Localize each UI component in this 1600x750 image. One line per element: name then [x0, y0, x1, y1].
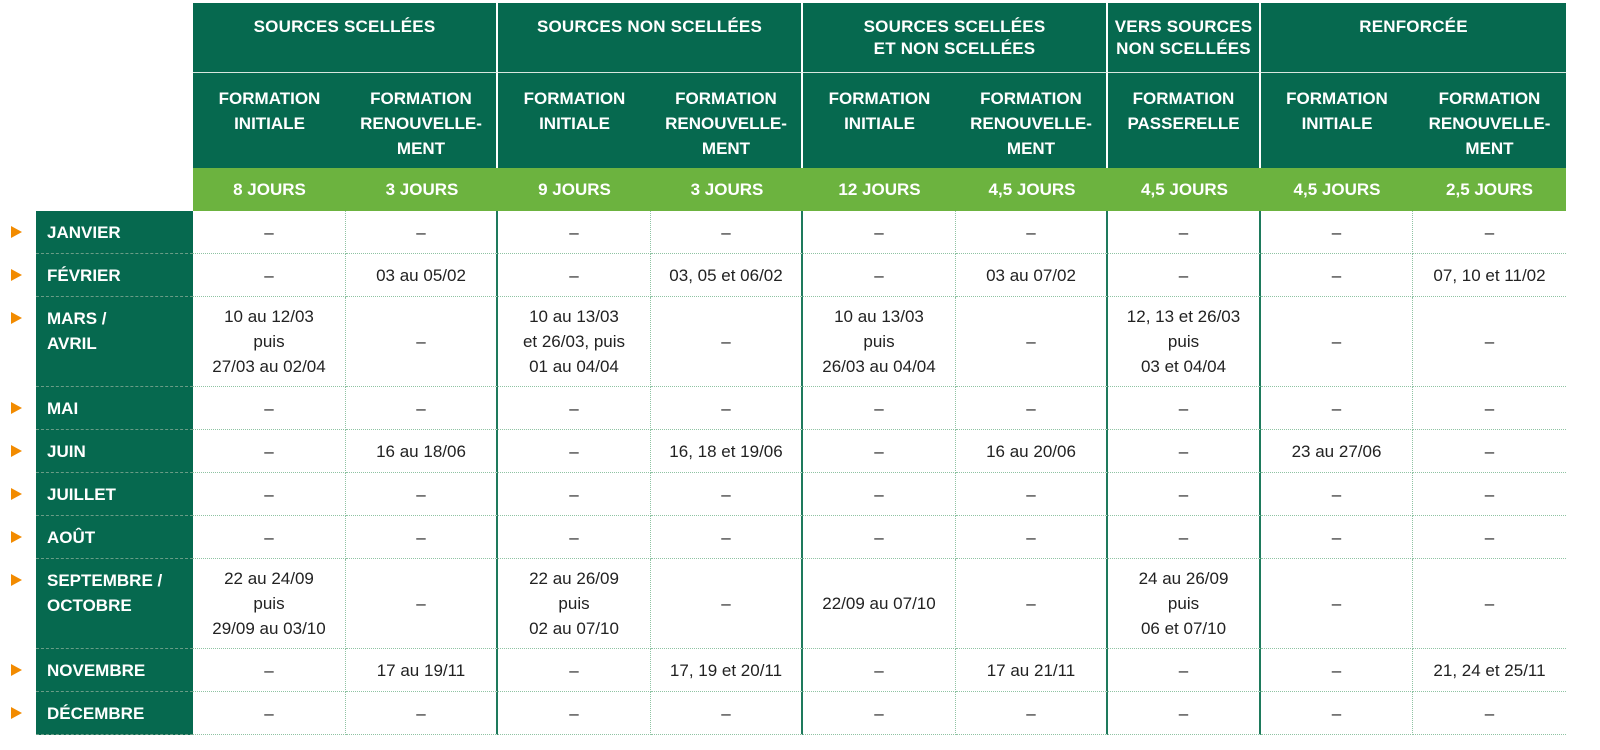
date-cell: 03, 05 et 06/02 [651, 254, 803, 297]
date-cell: – [1413, 559, 1566, 649]
table-row [0, 254, 1600, 297]
date-cell: – [1108, 387, 1261, 430]
date-cells [193, 649, 1566, 692]
date-cell: – [346, 211, 498, 254]
orange-triangle-icon [11, 312, 22, 324]
date-cell: – [498, 649, 651, 692]
table-row [0, 387, 1600, 430]
month-label: MAI [36, 387, 193, 430]
date-cell: 22 au 24/09 puis 29/09 au 03/10 [193, 559, 346, 649]
group-header: VERS SOURCES NON SCELLÉES [1108, 3, 1261, 72]
date-cell: 03 au 07/02 [956, 254, 1108, 297]
date-cell: – [651, 559, 803, 649]
formation-header-row [193, 72, 1590, 168]
duration-label: 12 JOURS [803, 168, 956, 211]
table-body [0, 211, 1600, 735]
month-label: JUILLET [36, 473, 193, 516]
date-cell: – [1261, 692, 1413, 735]
date-cell: – [498, 473, 651, 516]
table-row [0, 692, 1600, 735]
date-cell: 23 au 27/06 [1261, 430, 1413, 473]
date-cell: – [346, 692, 498, 735]
date-cell: – [956, 692, 1108, 735]
date-cell: – [498, 692, 651, 735]
date-cell: – [651, 211, 803, 254]
duration-label: 3 JOURS [346, 168, 498, 211]
formation-header: FORMATION RENOUVELLE- MENT [1413, 72, 1566, 168]
date-cell: – [803, 387, 956, 430]
date-cell: – [803, 692, 956, 735]
date-cell: – [956, 559, 1108, 649]
table-row [0, 211, 1600, 254]
group-header: SOURCES SCELLÉES [193, 3, 498, 72]
orange-triangle-icon [11, 402, 22, 414]
date-cell: – [1413, 387, 1566, 430]
date-cells [193, 211, 1566, 254]
row-bullet [0, 559, 36, 649]
date-cells [193, 473, 1566, 516]
month-label: MARS / AVRIL [36, 297, 193, 387]
date-cell: – [1261, 211, 1413, 254]
table-row [0, 473, 1600, 516]
group-header: SOURCES NON SCELLÉES [498, 3, 803, 72]
date-cell: – [651, 516, 803, 559]
date-cells [193, 430, 1566, 473]
date-cell: – [193, 254, 346, 297]
month-label: DÉCEMBRE [36, 692, 193, 735]
date-cell: – [1413, 692, 1566, 735]
date-cell: – [956, 473, 1108, 516]
date-cell: – [803, 254, 956, 297]
date-cell: 10 au 12/03 puis 27/03 au 02/04 [193, 297, 346, 387]
date-cell: – [1413, 430, 1566, 473]
date-cell: 16, 18 et 19/06 [651, 430, 803, 473]
date-cell: – [498, 211, 651, 254]
formation-header: FORMATION PASSERELLE [1108, 72, 1261, 168]
duration-header-row [193, 168, 1590, 211]
date-cell: – [1261, 559, 1413, 649]
date-cell: – [1108, 649, 1261, 692]
date-cell: – [651, 692, 803, 735]
orange-triangle-icon [11, 664, 22, 676]
formation-header: FORMATION INITIALE [1261, 72, 1413, 168]
row-bullet [0, 473, 36, 516]
table-row [0, 559, 1600, 649]
row-bullet [0, 649, 36, 692]
row-bullet [0, 516, 36, 559]
orange-triangle-icon [11, 226, 22, 238]
date-cell: – [803, 430, 956, 473]
group-header: RENFORCÉE [1261, 3, 1566, 72]
orange-triangle-icon [11, 531, 22, 543]
group-header: SOURCES SCELLÉES ET NON SCELLÉES [803, 3, 1108, 72]
date-cell: – [803, 649, 956, 692]
date-cell: 16 au 20/06 [956, 430, 1108, 473]
date-cell: – [956, 387, 1108, 430]
formation-header: FORMATION RENOUVELLE- MENT [651, 72, 803, 168]
date-cell: 12, 13 et 26/03 puis 03 et 04/04 [1108, 297, 1261, 387]
date-cell: – [498, 516, 651, 559]
orange-triangle-icon [11, 707, 22, 719]
date-cell: – [1413, 211, 1566, 254]
date-cell: – [1413, 516, 1566, 559]
date-cell: – [346, 516, 498, 559]
date-cells [193, 692, 1566, 735]
table-header [193, 3, 1590, 211]
date-cell: – [1261, 473, 1413, 516]
date-cell: – [498, 254, 651, 297]
row-bullet [0, 297, 36, 387]
date-cell: – [1413, 297, 1566, 387]
date-cell: – [1261, 297, 1413, 387]
formation-header: FORMATION INITIALE [193, 72, 346, 168]
date-cell: – [193, 430, 346, 473]
formation-header: FORMATION INITIALE [803, 72, 956, 168]
date-cell: – [1108, 430, 1261, 473]
date-cell: – [803, 211, 956, 254]
date-cell: – [193, 692, 346, 735]
date-cell: – [956, 516, 1108, 559]
date-cell: – [193, 516, 346, 559]
date-cell: – [651, 473, 803, 516]
date-cell: – [1413, 473, 1566, 516]
date-cell: – [651, 387, 803, 430]
date-cells [193, 516, 1566, 559]
date-cells [193, 297, 1566, 387]
date-cell: 07, 10 et 11/02 [1413, 254, 1566, 297]
month-label: SEPTEMBRE / OCTOBRE [36, 559, 193, 649]
date-cell: 16 au 18/06 [346, 430, 498, 473]
duration-label: 4,5 JOURS [1261, 168, 1413, 211]
month-label: AOÛT [36, 516, 193, 559]
date-cells [193, 254, 1566, 297]
orange-triangle-icon [11, 574, 22, 586]
date-cell: – [193, 649, 346, 692]
month-label: FÉVRIER [36, 254, 193, 297]
date-cell: – [1261, 254, 1413, 297]
date-cell: 03 au 05/02 [346, 254, 498, 297]
formation-header: FORMATION INITIALE [498, 72, 651, 168]
date-cell: – [1108, 211, 1261, 254]
date-cell: – [346, 387, 498, 430]
table-row [0, 649, 1600, 692]
row-bullet [0, 254, 36, 297]
date-cell: – [956, 297, 1108, 387]
date-cell: 17 au 21/11 [956, 649, 1108, 692]
month-label: NOVEMBRE [36, 649, 193, 692]
month-label: JUIN [36, 430, 193, 473]
table-row [0, 516, 1600, 559]
date-cell: – [498, 387, 651, 430]
duration-label: 9 JOURS [498, 168, 651, 211]
date-cell: – [1261, 387, 1413, 430]
date-cell: – [1261, 516, 1413, 559]
date-cell: – [1108, 473, 1261, 516]
orange-triangle-icon [11, 269, 22, 281]
date-cell: – [498, 430, 651, 473]
table-row [0, 297, 1600, 387]
formation-header: FORMATION RENOUVELLE- MENT [346, 72, 498, 168]
date-cell: – [803, 516, 956, 559]
duration-label: 8 JOURS [193, 168, 346, 211]
date-cell: 17 au 19/11 [346, 649, 498, 692]
group-header-row [193, 3, 1590, 72]
date-cell: – [1108, 254, 1261, 297]
date-cells [193, 559, 1566, 649]
date-cell: – [193, 387, 346, 430]
date-cells [193, 387, 1566, 430]
orange-triangle-icon [11, 488, 22, 500]
date-cell: – [193, 473, 346, 516]
date-cell: 17, 19 et 20/11 [651, 649, 803, 692]
duration-label: 4,5 JOURS [956, 168, 1108, 211]
row-bullet [0, 692, 36, 735]
date-cell: 24 au 26/09 puis 06 et 07/10 [1108, 559, 1261, 649]
row-bullet [0, 430, 36, 473]
date-cell: – [346, 297, 498, 387]
month-label: JANVIER [36, 211, 193, 254]
row-bullet [0, 387, 36, 430]
orange-triangle-icon [11, 445, 22, 457]
date-cell: – [803, 473, 956, 516]
date-cell: – [956, 211, 1108, 254]
date-cell: – [346, 559, 498, 649]
date-cell: – [346, 473, 498, 516]
date-cell: – [651, 297, 803, 387]
date-cell: 10 au 13/03 puis 26/03 au 04/04 [803, 297, 956, 387]
duration-label: 3 JOURS [651, 168, 803, 211]
duration-label: 2,5 JOURS [1413, 168, 1566, 211]
duration-label: 4,5 JOURS [1108, 168, 1261, 211]
date-cell: 22/09 au 07/10 [803, 559, 956, 649]
table-row [0, 430, 1600, 473]
formation-header: FORMATION RENOUVELLE- MENT [956, 72, 1108, 168]
date-cell: – [1261, 649, 1413, 692]
row-bullet [0, 211, 36, 254]
date-cell: 22 au 26/09 puis 02 au 07/10 [498, 559, 651, 649]
date-cell: – [193, 211, 346, 254]
date-cell: – [1108, 692, 1261, 735]
date-cell: – [1108, 516, 1261, 559]
date-cell: 21, 24 et 25/11 [1413, 649, 1566, 692]
date-cell: 10 au 13/03 et 26/03, puis 01 au 04/04 [498, 297, 651, 387]
